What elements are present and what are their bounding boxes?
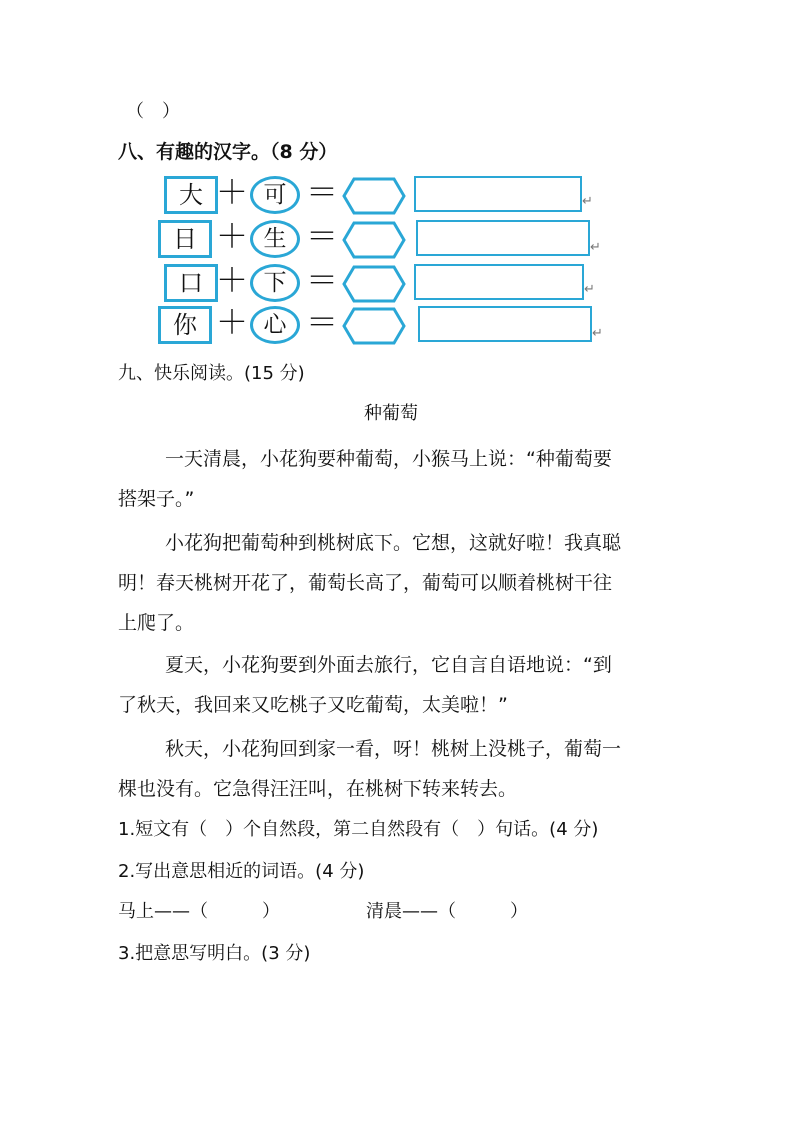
story-line: 一天清晨，小花狗要种葡萄，小猴马上说：“种葡萄要 [165,448,612,470]
answer-box[interactable] [418,306,592,342]
story-line: 小花狗把葡萄种到桃树底下。它想，这就好啦！我真聪 [165,532,622,554]
story-line: 了秋天，我回来又吃桃子又吃葡萄，太美啦！” [118,694,508,716]
answer-box[interactable] [414,264,584,300]
plus-sign: ＋ [216,173,249,211]
circle-char: 下 [250,264,300,302]
hexagon-answer[interactable] [342,264,406,304]
return-mark: ↵ [590,240,601,255]
circle-char: 可 [250,176,300,214]
story-title: 种葡萄 [364,403,418,424]
story-line: 夏天，小花狗要到外面去旅行，它自言自语地说：“到 [165,654,612,676]
hexagon-answer[interactable] [342,306,406,346]
hexagon-answer[interactable] [342,176,406,216]
question-3: 3.把意思写明白。(3 分) [118,943,311,964]
return-mark: ↵ [582,194,593,209]
circle-char: 生 [250,220,300,258]
square-char: 大 [164,176,218,214]
question-1: 1.短文有（ ）个自然段，第二自然段有（ ）句话。(4 分) [118,819,599,840]
plus-sign: ＋ [216,261,249,299]
answer-paren: （ ） [126,101,180,122]
hexagon-answer[interactable] [342,220,406,260]
square-char: 口 [164,264,218,302]
equals-sign: ＝ [306,261,339,299]
section9-title: 九、快乐阅读。(15 分) [118,363,305,384]
answer-box[interactable] [416,220,590,256]
return-mark: ↵ [584,282,595,297]
section8-title: 八、有趣的汉字。（8 分） [118,141,338,163]
square-char: 日 [158,220,212,258]
circle-char: 心 [250,306,300,344]
plus-sign: ＋ [216,217,249,255]
synonym-pair-1: 马上——（ ） [118,901,280,922]
square-char: 你 [158,306,212,344]
question-2: 2.写出意思相近的词语。(4 分) [118,861,365,882]
equals-sign: ＝ [306,173,339,211]
synonym-pair-2: 清晨——（ ） [366,901,528,922]
story-line: 上爬了。 [118,612,195,634]
story-line: 明！春天桃树开花了，葡萄长高了，葡萄可以顺着桃树干往 [118,572,613,594]
story-line: 搭架子。” [118,488,195,510]
equals-sign: ＝ [306,217,339,255]
plus-sign: ＋ [216,303,249,341]
answer-box[interactable] [414,176,582,212]
story-line: 棵也没有。它急得汪汪叫，在桃树下转来转去。 [118,778,518,800]
story-line: 秋天，小花狗回到家一看，呀！桃树上没桃子，葡萄一 [165,738,622,760]
return-mark: ↵ [592,326,603,341]
equals-sign: ＝ [306,303,339,341]
